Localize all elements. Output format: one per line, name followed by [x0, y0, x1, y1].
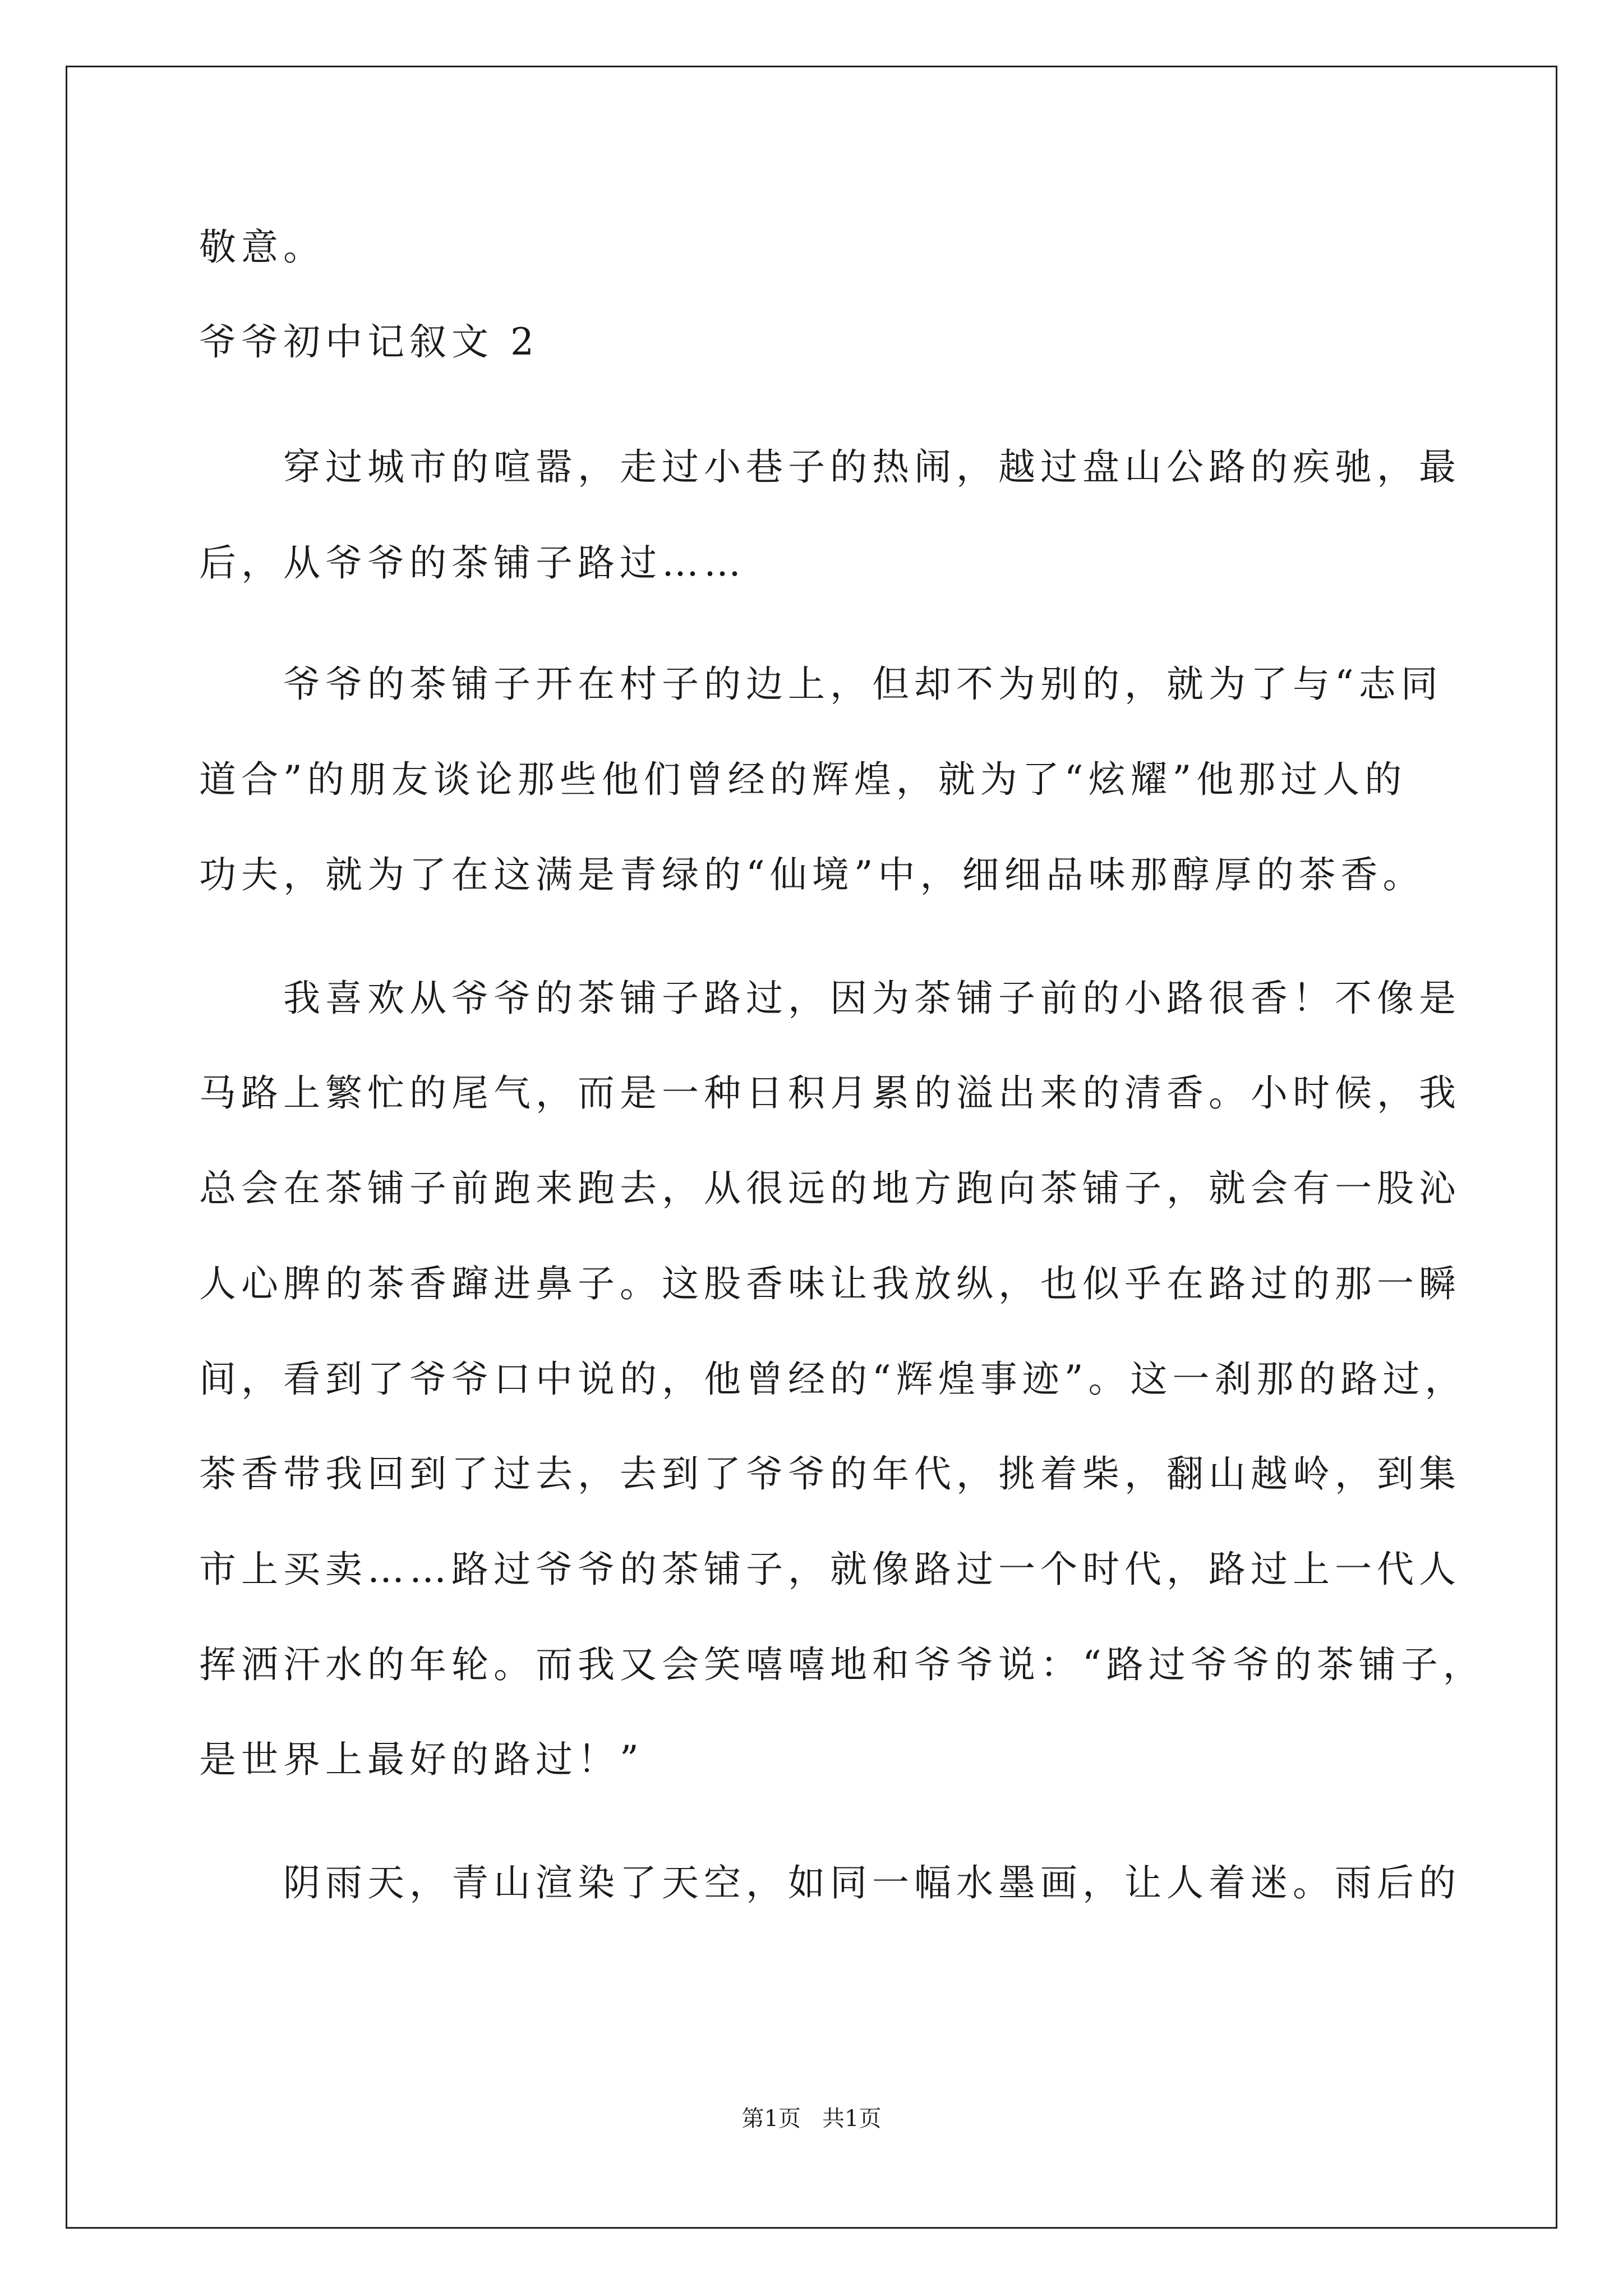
page-footer: 第1页 共1页: [741, 2106, 882, 2132]
text-line: 马路上繁忙的尾气，而是一种日积月累的溢出来的清香。小时候，我: [199, 1071, 1461, 1115]
text-line: 阴雨天，青山渲染了天空，如同一幅水墨画，让人着迷。雨后的: [283, 1861, 1461, 1904]
text-line: 是世界上最好的路过！”: [199, 1738, 644, 1781]
text-line: 我喜欢从爷爷的茶铺子路过，因为茶铺子前的小路很香！不像是: [283, 977, 1461, 1020]
text-line: 人心脾的茶香蹿进鼻子。这股香味让我放纵，也似乎在路过的那一瞬: [199, 1262, 1461, 1305]
text-line: 间，看到了爷爷口中说的，他曾经的“辉煌事迹”。这一刹那的路过，: [199, 1358, 1467, 1401]
text-line: 功夫，就为了在这满是青绿的“仙境”中，细细品味那醇厚的茶香。: [199, 853, 1425, 896]
text-line: 后，从爷爷的茶铺子路过……: [199, 541, 746, 585]
text-line: 穿过城市的喧嚣，走过小巷子的热闹，越过盘山公路的疾驰，最: [283, 445, 1461, 489]
text-line: 爷爷的茶铺子开在村子的边上，但却不为别的，就为了与“志同: [283, 662, 1443, 706]
text-line: 挥洒汗水的年轮。而我又会笑嘻嘻地和爷爷说：“路过爷爷的茶铺子，: [199, 1643, 1485, 1686]
text-line: 敬意。: [199, 226, 325, 269]
section-heading: 爷爷初中记叙文 2: [199, 320, 539, 364]
text-line: 总会在茶铺子前跑来跑去，从很远的地方跑向茶铺子，就会有一股沁: [199, 1167, 1461, 1210]
text-line: 茶香带我回到了过去，去到了爷爷的年代，挑着柴，翻山越岭，到集: [199, 1452, 1461, 1496]
text-line: 道合”的朋友谈论那些他们曾经的辉煌，就为了“炫耀”他那过人的: [199, 758, 1407, 801]
text-line: 市上买卖……路过爷爷的茶铺子，就像路过一个时代，路过上一代人: [199, 1548, 1461, 1591]
